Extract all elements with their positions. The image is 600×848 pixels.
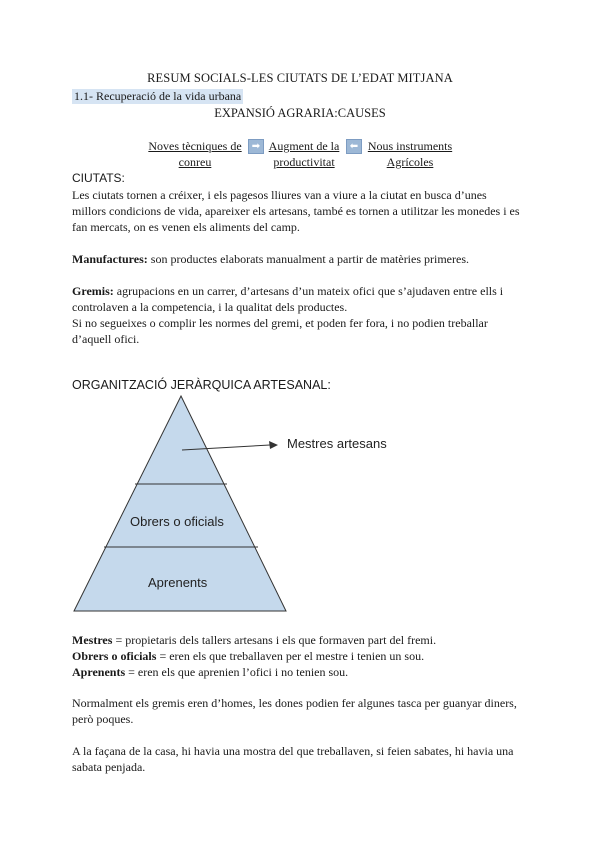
- facana-paragraph: [72, 743, 528, 775]
- definition-mestres: [72, 632, 528, 648]
- left-arrow-icon: ⬅: [346, 139, 362, 154]
- flow-step-augment-productivitat: [266, 138, 342, 170]
- document-title: RESUM SOCIALS-LES CIUTATS DE L’EDAT MITJANA: [147, 71, 453, 85]
- flow-step1-line2: conreu: [178, 155, 212, 169]
- normalment-line1: Normalment els gremis eren d’homes, les dones podien fer algunes tasca per guanyar diners,: [72, 696, 517, 710]
- manufactures-paragraph: [72, 251, 528, 267]
- gremis-line4: d’aquell ofici.: [72, 332, 140, 346]
- gremis-term: Gremis:: [72, 284, 114, 298]
- gremis-line1: agrupacions en un carrer, d’artesans d’un mateix ofici que s’ajudaven entre ells i: [113, 284, 504, 298]
- obrers-term: Obrers o oficials: [72, 649, 157, 663]
- gremis-line3: Si no segueixes o complir les normes del gremi, et poden fer fora, i no podien treballar: [72, 316, 488, 330]
- manufactures-term: Manufactures:: [72, 252, 148, 266]
- definitions-list: [72, 632, 528, 680]
- gremis-paragraph: [72, 283, 528, 347]
- normalment-line2: però poques.: [72, 712, 134, 726]
- section-heading: 1.1- Recuperació de la vida urbana: [74, 89, 242, 103]
- flow-step-noves-tecniques: [146, 138, 244, 170]
- facana-line2: sabata penjada.: [72, 760, 146, 774]
- label-aprenents: Aprenents: [148, 575, 208, 590]
- subheading-expansio-agraria: EXPANSIÓ AGRARIA:CAUSES: [214, 106, 386, 120]
- flow-step-nous-instruments: [364, 138, 456, 170]
- normalment-paragraph: [72, 695, 528, 727]
- flow-step2-line2: productivitat: [273, 155, 335, 169]
- manufactures-text: son productes elaborats manualment a partir de matèries primeres.: [147, 252, 469, 266]
- label-obrers-oficials: Obrers o oficials: [130, 514, 224, 529]
- flow-step3-line1: Nous instruments: [367, 139, 453, 153]
- mestres-term: Mestres: [72, 633, 113, 647]
- right-arrow-icon: ➡: [248, 139, 264, 154]
- ciutats-line2: millors condicions de vida, apareixer els artesans, també es tornen a utilitzar les monedes i es: [72, 204, 520, 218]
- pyramid-diagram: [60, 390, 460, 620]
- gremis-line2: controlaven a la competencia, i la qualitat dels productes.: [72, 300, 348, 314]
- ciutats-line1: Les ciutats tornen a créixer, i els pagesos lliures van a viure a la ciutat en busca d’unes: [72, 188, 487, 202]
- obrers-text: = eren els que treballaven per el mestre i tenien un sou.: [156, 649, 425, 663]
- organitzacio-heading: ORGANITZACIÓ JERÀRQUICA ARTESANAL:: [72, 378, 331, 392]
- flow-step2-line1: Augment de la: [268, 139, 340, 153]
- label-mestres-artesans: Mestres artesans: [287, 436, 387, 451]
- ciutats-paragraph: [72, 187, 528, 235]
- aprenents-text: = eren els que aprenien l’ofici i no tenien sou.: [125, 665, 349, 679]
- flow-step3-line2: Agrícoles: [386, 155, 434, 169]
- facana-line1: A la façana de la casa, hi havia una mostra del que treballaven, si feien sabates, hi havia una: [72, 744, 514, 758]
- definition-obrers: [72, 648, 528, 664]
- mestres-text: = propietaris dels tallers artesans i els que formaven part del fremi.: [112, 633, 437, 647]
- aprenents-term: Aprenents: [72, 665, 126, 679]
- pointer-arrowhead: [269, 441, 278, 449]
- definition-aprenents: [72, 664, 528, 680]
- flow-step1-line1: Noves tècniques de: [148, 139, 242, 153]
- ciutats-heading: CIUTATS:: [72, 171, 125, 185]
- ciutats-line3: fan mercats, on es venen els aliments del camp.: [72, 220, 300, 234]
